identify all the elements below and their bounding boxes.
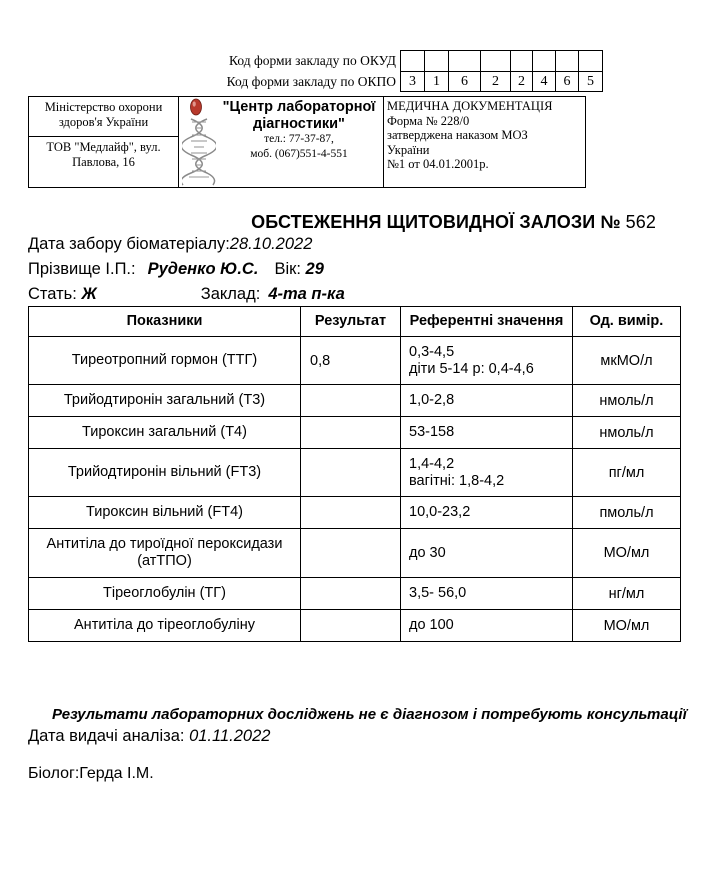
row-result: [301, 610, 401, 642]
row-name: Тіреоглобулін (ТГ): [29, 578, 301, 610]
row-result: [301, 385, 401, 417]
col-header-unit: Од. вимір.: [573, 307, 681, 337]
letterhead-center: [179, 97, 384, 187]
row-unit: нмоль/л: [573, 417, 681, 449]
facility-label: Заклад:: [200, 285, 261, 303]
row-result: [301, 578, 401, 610]
row-reference-main: 1,4-4,2: [409, 456, 455, 472]
okud-cell-1: [401, 51, 425, 71]
sample-date-value: 28.10.2022: [229, 235, 313, 253]
issue-date-label: Дата видачі аналіза:: [28, 727, 185, 745]
ministry-text: Міністерство охорони здоров'я України: [29, 97, 178, 137]
row-reference: до 100: [401, 610, 573, 642]
okpo-label: Код форми закладу по ОКПО: [226, 74, 396, 89]
company-text: ТОВ "Медлайф", вул. Павлова, 16: [46, 140, 161, 169]
row-unit: пг/мл: [573, 449, 681, 497]
form-code-grid: [196, 50, 594, 92]
okpo-cell-6: 4: [533, 72, 556, 91]
patient-age-value: 29: [305, 260, 324, 278]
row-name: Трийодтиронін загальний (Т3): [29, 385, 301, 417]
row-name: Тироксин загальний (Т4): [29, 417, 301, 449]
okud-cell-4: [481, 51, 511, 71]
okpo-row: [196, 71, 594, 92]
row-reference: 1,0-2,8: [401, 385, 573, 417]
table-row: [29, 417, 681, 449]
sample-date-label: Дата забору біоматеріалу:: [28, 235, 230, 253]
center-mobile: моб. (067)551-4-551: [250, 147, 348, 160]
table-row: [29, 610, 681, 642]
col-header-result: Результат: [301, 307, 401, 337]
okud-cell-7: [556, 51, 579, 71]
okpo-cell-5: 2: [511, 72, 533, 91]
okud-cells: [400, 50, 603, 71]
patient-name-value: Руденко Ю.С.: [147, 260, 259, 278]
okpo-cells: [400, 71, 603, 92]
page-title-text: ОБСТЕЖЕННЯ ЩИТОВИДНОЇ ЗАЛОЗИ №: [251, 212, 621, 232]
okud-cell-2: [425, 51, 449, 71]
row-reference-main: 0,3-4,5: [409, 344, 455, 360]
row-reference-sub: вагітні: 1,8-4,2: [409, 472, 505, 489]
biologist-signature: Біолог:Герда І.М.: [28, 765, 154, 782]
row-reference: [401, 449, 573, 497]
table-row: [29, 497, 681, 529]
row-unit: пмоль/л: [573, 497, 681, 529]
center-phone: тел.: 77-37-87,: [264, 133, 334, 145]
okud-cell-6: [533, 51, 556, 71]
patient-name-line: [28, 259, 324, 279]
row-reference-sub: діти 5-14 р: 0,4-4,6: [409, 360, 534, 377]
letterhead-table: [28, 96, 586, 188]
approval-line-3: №1 от 04.01.2001р.: [387, 157, 489, 172]
doc-type-text: МЕДИЧНА ДОКУМЕНТАЦІЯ: [387, 99, 553, 113]
table-row: [29, 337, 681, 385]
row-unit: нг/мл: [573, 578, 681, 610]
row-unit: мкМО/л: [573, 337, 681, 385]
results-table: [28, 306, 681, 642]
center-name: "Центр лабораторної діагностики": [222, 99, 376, 132]
patient-sex-label: Стать:: [28, 285, 77, 303]
dna-helix-logo-icon: [182, 97, 216, 187]
page-title-number: 562: [625, 212, 656, 232]
col-header-name: Показники: [29, 307, 301, 337]
row-reference: 10,0-23,2: [401, 497, 573, 529]
row-result: [301, 497, 401, 529]
approval-line-1: затверджена наказом МОЗ: [387, 128, 528, 143]
row-unit: МО/мл: [573, 529, 681, 578]
patient-name-label: Прізвище І.П.:: [28, 260, 136, 278]
row-name: Антитіла до тироїдної пероксидази (атТПО): [29, 529, 301, 578]
row-reference: [401, 337, 573, 385]
okud-row: [196, 50, 586, 71]
okpo-cell-2: 1: [425, 72, 449, 91]
row-name: Тироксин вільний (FT4): [29, 497, 301, 529]
okud-cell-5: [511, 51, 533, 71]
okud-cell-3: [449, 51, 481, 71]
okpo-cell-3: 6: [449, 72, 481, 91]
disclaimer-text: Результати лабораторних досліджень не є діагнозом і потребують консультації: [52, 706, 687, 723]
patient-sex-value: Ж: [81, 285, 97, 303]
table-row: [29, 449, 681, 497]
row-result: [301, 529, 401, 578]
page-title: [28, 212, 688, 233]
patient-sex-line: [28, 284, 345, 304]
issue-date-value: 01.11.2022: [189, 727, 271, 745]
patient-age-label: Вік:: [274, 260, 301, 278]
col-header-reference: Референтні значення: [401, 307, 573, 337]
letterhead-left: [29, 97, 179, 187]
issue-date-line: [28, 727, 270, 746]
row-name: Тиреотропний гормон (ТТГ): [29, 337, 301, 385]
sample-date-line: [28, 234, 312, 254]
row-result: 0,8: [301, 337, 401, 385]
okud-cell-8: [579, 51, 603, 71]
row-reference: до 30: [401, 529, 573, 578]
row-reference: 53-158: [401, 417, 573, 449]
okpo-cell-8: 5: [579, 72, 603, 91]
okpo-cell-7: 6: [556, 72, 579, 91]
approval-line-2: України: [387, 142, 430, 157]
row-unit: МО/мл: [573, 610, 681, 642]
facility-value: 4-та п-ка: [268, 285, 345, 303]
table-row: [29, 529, 681, 578]
okpo-cell-1: 3: [401, 72, 425, 91]
row-result: [301, 449, 401, 497]
table-row: [29, 385, 681, 417]
table-header-row: [29, 307, 681, 337]
row-reference: 3,5- 56,0: [401, 578, 573, 610]
letterhead-right: [384, 97, 585, 187]
table-row: [29, 578, 681, 610]
okud-label: Код форми закладу по ОКУД: [229, 53, 396, 68]
row-result: [301, 417, 401, 449]
row-unit: нмоль/л: [573, 385, 681, 417]
form-number-text: Форма № 228/0: [387, 113, 470, 128]
okpo-cell-4: 2: [481, 72, 511, 91]
row-name: Трийодтиронін вільний (FT3): [29, 449, 301, 497]
row-name: Антитіла до тіреоглобуліну: [29, 610, 301, 642]
